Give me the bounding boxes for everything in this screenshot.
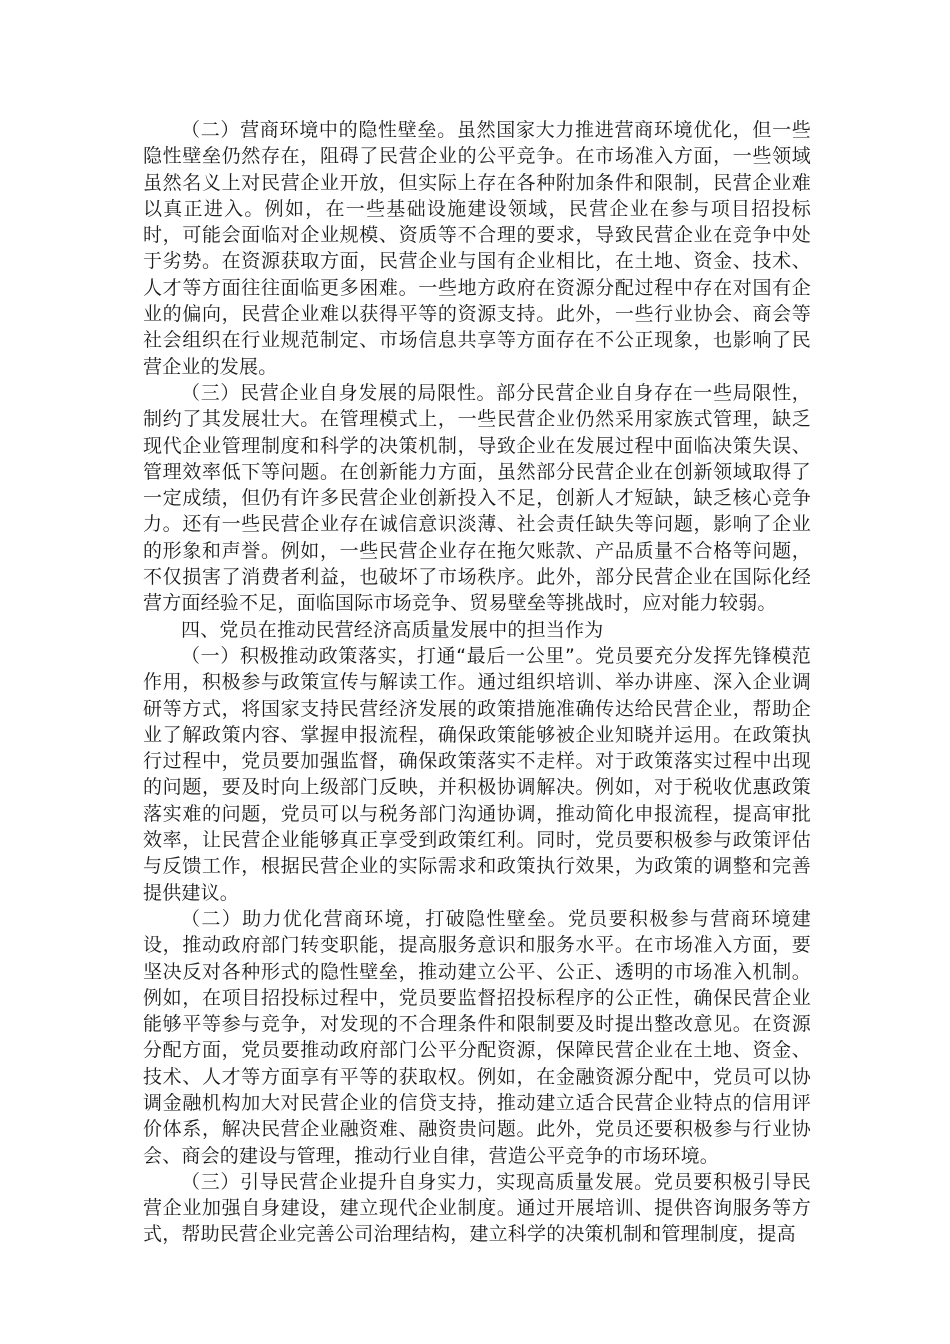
paragraph-hidden-barriers: （二）营商环境中的隐性壁垒。虽然国家大力推进营商环境优化，但一些隐性壁垒仍然存在，阻碍了民营企业的公平竞争。在市场准入方面，一些领域虽然名义上对民营企业开放，但实际上存在各种附加条件和限制，民营企业难以真正进入。例如，在一些基础设施建设领域，民营企业在参与项目招投标时，可能会面临对企业规模、资质等不合理的要求，导致民营企业在竞争中处于劣势。在资源获取方面，民营企业与国有企业相比，在土地、资金、技术、人才等方面往往面临更多困难。一些地方政府在资源分配过程中存在对国有企业的偏向，民营企业难以获得平等的资源支持。此外，一些行业协会、商会等社会组织在行业规范制定、市场信息共享等方面存在不公正现象，也影响了民营企业的发展。 (143, 119, 811, 378)
document-body (143, 117, 811, 1248)
paragraph-business-environment: （二）助力优化营商环境，打破隐性壁垒。党员要积极参与营商环境建设，推动政府部门转变职能，提高服务意识和服务水平。在市场准入方面，要坚决反对各种形式的隐性壁垒，推动建立公平、公正、透明的市场准入机制。例如，在项目招投标过程中，党员要监督招投标程序的公正性，确保民营企业能够平等参与竞争，对发现的不合理条件和限制要及时提出整改意见。在资源分配方面，党员要推动政府部门公平分配资源，保障民营企业在土地、资金、技术、人才等方面享有平等的获取权。例如，在金融资源分配中，党员可以协调金融机构加大对民营企业的信贷支持，推动建立适合民营企业特点的信用评价体系，解决民营企业融资难、融资贵问题。此外，党员还要积极参与行业协会、商会的建设与管理，推动行业自律，营造公平竞争的市场环境。 (143, 907, 811, 1167)
paragraph-enterprise-limitations: （三）民营企业自身发展的局限性。部分民营企业自身存在一些局限性，制约了其发展壮大。在管理模式上，一些民营企业仍然采用家族式管理，缺乏现代企业管理制度和科学的决策机制，导致企业在发展过程中面临决策失误、管理效率低下等问题。在创新能力方面，虽然部分民营企业在创新领域取得了一定成绩，但仍有许多民营企业创新投入不足，创新人才短缺，缺乏核心竞争力。还有一些民营企业存在诚信意识淡薄、社会责任缺失等问题，影响了企业的形象和声誉。例如，一些民营企业存在拖欠账款、产品质量不合格等问题，不仅损害了消费者利益，也破坏了市场秩序。此外，部分民营企业在国际化经营方面经验不足，面临国际市场竞争、贸易壁垒等挑战时，应对能力较弱。 (143, 381, 811, 615)
paragraph-enterprise-strength: （三）引导民营企业提升自身实力，实现高质量发展。党员要积极引导民营企业加强自身建设，建立现代企业制度。通过开展培训、提供咨询服务等方式，帮助民营企业完善公司治理结构，建立科学的决策机制和管理制度，提高 (143, 1170, 811, 1246)
paragraph-policy-implementation: （一）积极推动政策落实，打通“最后一公里”。党员要充分发挥先锋模范作用，积极参与政策宣传与解读工作。通过组织培训、举办讲座、深入企业调研等方式，将国家支持民营经济发展的政策措施准确传达给民营企业，帮助企业了解政策内容、掌握申报流程，确保政策能够被企业知晓并运用。在政策执行过程中，党员要加强监督，确保政策落实不走样。对于政策落实过程中出现的问题，要及时向上级部门反映，并积极协调解决。例如，对于税收优惠政策落实难的问题，党员可以与税务部门沟通协调，推动简化申报流程，提高审批效率，让民营企业能够真正享受到政策红利。同时，党员要积极参与政策评估与反馈工作，根据民营企业的实际需求和政策执行效果，为政策的调整和完善提供建议。 (143, 644, 811, 904)
section-heading-party-members-role: 四、党员在推动民营经济高质量发展中的担当作为 (181, 618, 604, 641)
